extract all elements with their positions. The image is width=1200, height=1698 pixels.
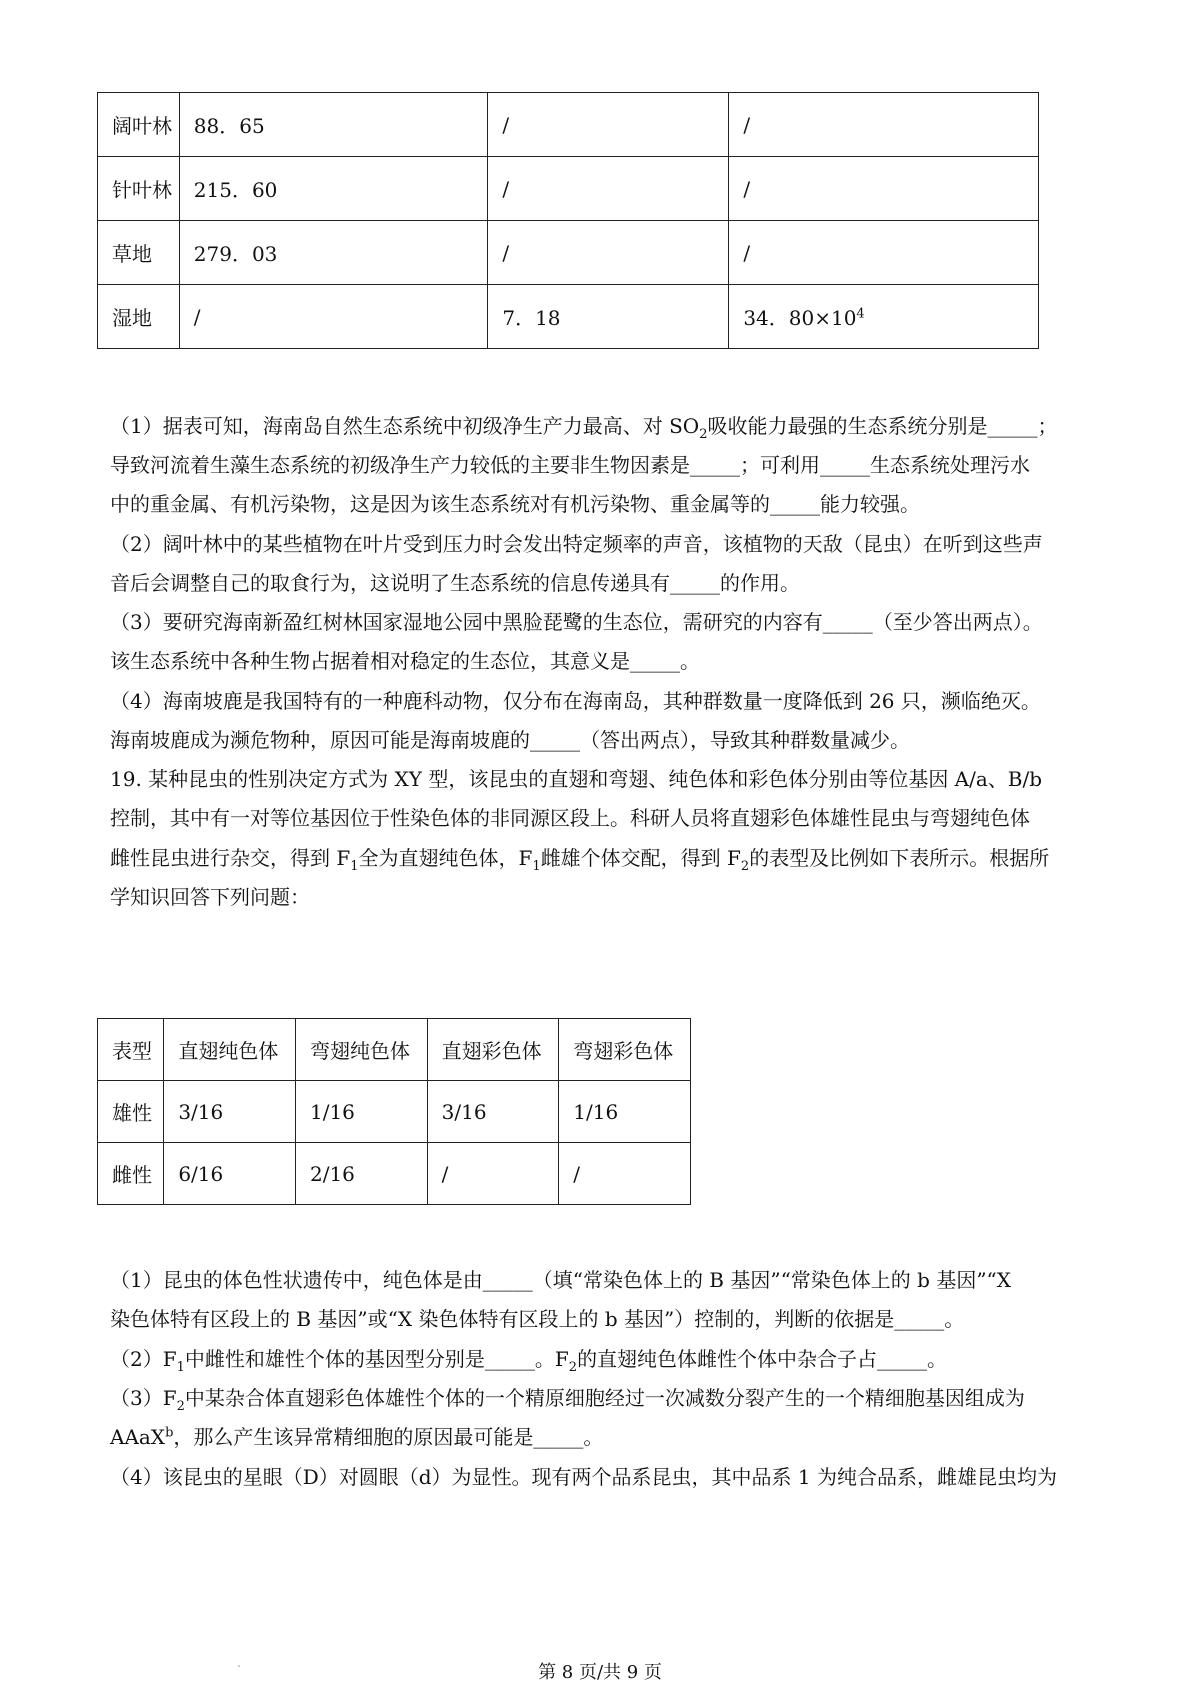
- table-cell: 3/16: [427, 1081, 559, 1143]
- q18-part2-line1: （2）阔叶林中的某些植物在叶片受到压力时会发出特定频率的声音，该植物的天敌（昆虫）在听到这些声: [110, 532, 1043, 556]
- text: 全为直翅纯色体，F: [358, 846, 533, 870]
- table-cell: /: [179, 285, 488, 349]
- superscript: b: [165, 1425, 174, 1441]
- table-cell: 雄性: [98, 1081, 164, 1143]
- table-cell: /: [488, 221, 729, 285]
- phenotype-table: [97, 1018, 691, 1205]
- q18-part3-line1: （3）要研究海南新盈红树林国家湿地公园中黑脸琵鹭的生态位，需研究的内容有_____（至少答出两点）。: [110, 610, 1043, 634]
- table-cell: 215．60: [179, 157, 488, 221]
- table-cell: /: [488, 157, 729, 221]
- table-row: [98, 1143, 691, 1205]
- q18-part1-line1: [110, 410, 1057, 442]
- table-row: [98, 1081, 691, 1143]
- text: 雌性昆虫进行杂交，得到 F: [110, 846, 351, 870]
- table-header-cell: 直翅纯色体: [164, 1019, 296, 1081]
- table-cell: 湿地: [98, 285, 180, 349]
- table-cell: /: [559, 1143, 691, 1205]
- table-cell: 3/16: [164, 1081, 296, 1143]
- table-cell: 6/16: [164, 1143, 296, 1205]
- subscript: 2: [176, 1399, 185, 1414]
- table-cell: 阔叶林: [98, 93, 180, 157]
- q18-part4-line1: （4）海南坡鹿是我国特有的一种鹿科动物，仅分布在海南岛，其种群数量一度降低到 26 只，濒临绝灭。: [110, 689, 1041, 713]
- q19-stem-line3: [110, 842, 1049, 874]
- table-cell: /: [729, 157, 1039, 221]
- table-row: [98, 93, 1039, 157]
- text: 的表型及比例如下表所示。根据所: [749, 846, 1050, 870]
- table-cell: 279．03: [179, 221, 488, 285]
- q19-stem-line1: 19. 某种昆虫的性别决定方式为 XY 型，该昆虫的直翅和弯翅、纯色体和彩色体分别由等位基因 A/a、B/b: [110, 767, 1043, 791]
- q19-stem-line4: 学知识回答下列问题：: [110, 885, 310, 909]
- table-row: [98, 285, 1039, 349]
- text: 中雌性和雄性个体的基因型分别是_____。F: [184, 1347, 569, 1371]
- table-header-cell: 表型: [98, 1019, 164, 1081]
- subscript: 2: [740, 859, 750, 874]
- table-cell: /: [488, 93, 729, 157]
- table-cell: 1/16: [559, 1081, 691, 1143]
- table-cell: /: [729, 93, 1039, 157]
- q19-part1-line1: （1）昆虫的体色性状遗传中，纯色体是由_____（填“常染色体上的 B 基因”“常染色体上的 b 基因”“X: [110, 1268, 1012, 1292]
- text: ，那么产生该异常精细胞的原因最可能是_____。: [173, 1425, 604, 1449]
- text: 的直翅纯色体雌性个体中杂合子占_____。: [577, 1347, 948, 1371]
- text: 中某杂合体直翅彩色体雄性个体的一个精原细胞经过一次减数分裂产生的一个精细胞基因组成为: [184, 1386, 1025, 1410]
- cell-value: 34．80×10: [743, 306, 857, 330]
- table-cell: 2/16: [295, 1143, 427, 1205]
- table-cell: 针叶林: [98, 157, 180, 221]
- subscript: 2: [568, 1360, 578, 1375]
- table-cell: 1/16: [295, 1081, 427, 1143]
- q19-part4-line1: （4）该昆虫的星眼（D）对圆眼（d）为显性。现有两个品系昆虫，其中品系 1 为纯合品系，雌雄昆虫均为: [110, 1465, 1058, 1489]
- subscript: 1: [350, 859, 359, 874]
- subscript: 1: [176, 1360, 185, 1375]
- table-header-cell: 弯翅纯色体: [295, 1019, 427, 1081]
- q18-part1-line2: 导致河流着生藻生态系统的初级净生产力较低的主要非生物因素是_____；可利用_____生态系统处理污水: [110, 453, 1030, 477]
- table-cell: 草地: [98, 221, 180, 285]
- subscript: 1: [532, 859, 541, 874]
- table-row: [98, 221, 1039, 285]
- text: 雌雄个体交配，得到 F: [540, 846, 741, 870]
- table-row: [98, 157, 1039, 221]
- ecosystem-table: [97, 92, 1039, 349]
- q19-part2-line: [110, 1343, 947, 1375]
- q18-part2-line2: 音后会调整自己的取食行为，这说明了生态系统的信息传递具有_____的作用。: [110, 571, 800, 595]
- text: （1）据表可知，海南岛自然生态系统中初级净生产力最高、对 SO: [110, 414, 700, 438]
- page-footer: 第 8 页/共 9 页: [538, 1662, 662, 1683]
- q19-part3-line1: [110, 1382, 1025, 1414]
- q18-part4-line2: 海南坡鹿成为濒危物种，原因可能是海南坡鹿的_____（答出两点），导致其种群数量减少。: [110, 728, 910, 752]
- exponent: 4: [856, 306, 865, 322]
- text: （3）F: [110, 1386, 177, 1410]
- q19-stem-line2: 控制，其中有一对等位基因位于性染色体的非同源区段上。科研人员将直翅彩色体雄性昆虫与弯翅纯色体: [110, 806, 1030, 830]
- table-header-row: [98, 1019, 691, 1081]
- table-cell: 雌性: [98, 1143, 164, 1205]
- q18-part3-line2: 该生态系统中各种生物占据着相对稳定的生态位，其意义是_____。: [110, 649, 700, 673]
- table-cell: /: [427, 1143, 559, 1205]
- q19-part3-line2: [110, 1421, 603, 1450]
- table-header-cell: 弯翅彩色体: [559, 1019, 691, 1081]
- table-header-cell: 直翅彩色体: [427, 1019, 559, 1081]
- q18-part1-line3: 中的重金属、有机污染物，这是因为该生态系统对有机污染物、重金属等的_____能力较强。: [110, 492, 920, 516]
- q19-part1-line2: 染色体特有区段上的 B 基因”或“X 染色体特有区段上的 b 基因”）控制的，判断的依据是_____。: [110, 1307, 965, 1331]
- table-cell: 88．65: [179, 93, 488, 157]
- table-cell: [729, 285, 1039, 349]
- text: （2）F: [110, 1347, 177, 1371]
- text: 吸收能力最强的生态系统分别是_____；: [707, 414, 1058, 438]
- table-cell: 7．18: [488, 285, 729, 349]
- text: AAaX: [110, 1425, 166, 1449]
- table-cell: /: [729, 221, 1039, 285]
- subscript: 2: [699, 427, 708, 442]
